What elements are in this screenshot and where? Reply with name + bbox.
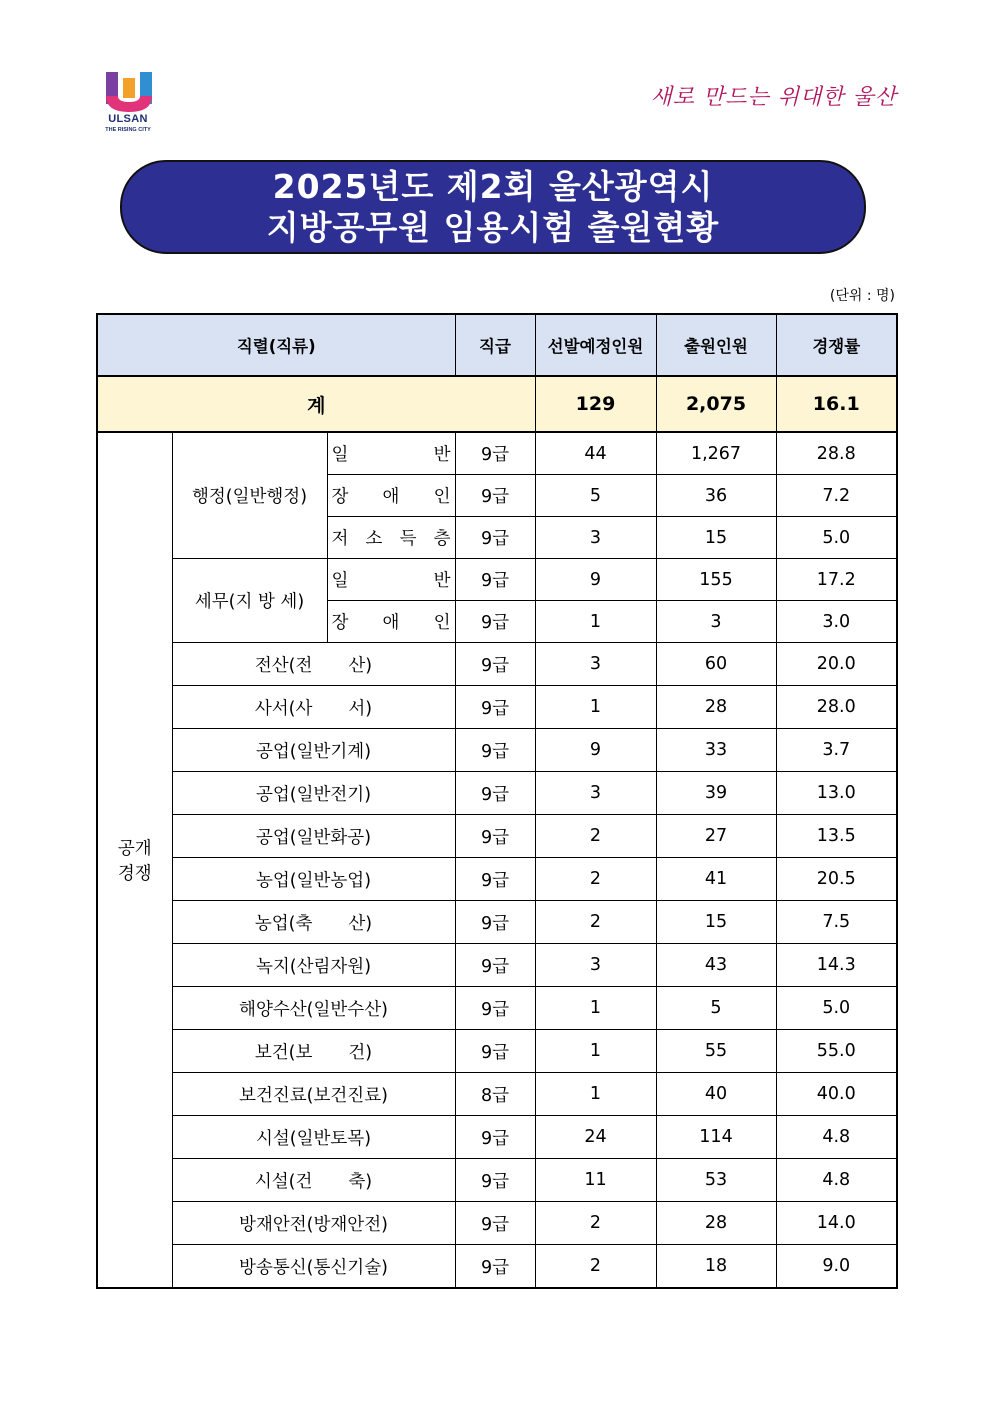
table-row — [97, 944, 897, 987]
category-cell: 방재안전(방재안전) — [172, 1202, 455, 1245]
category-cell: 녹지(산림자원) — [172, 944, 455, 987]
table-row — [97, 815, 897, 858]
logo-text: ULSAN — [108, 113, 148, 125]
table-row — [97, 1202, 897, 1245]
ratio-cell: 28.8 — [776, 432, 897, 475]
header-applicants: 출원인원 — [656, 314, 776, 376]
planned-cell: 9 — [535, 559, 656, 601]
title-line-2: 지방공무원 임용시험 출원현황 — [266, 208, 720, 247]
table-row — [97, 1245, 897, 1289]
applicants-cell: 55 — [656, 1030, 776, 1073]
planned-cell: 2 — [535, 1245, 656, 1289]
applicants-cell: 40 — [656, 1073, 776, 1116]
applicants-cell: 28 — [656, 686, 776, 729]
ratio-cell: 5.0 — [776, 517, 897, 559]
grade-cell: 9급 — [455, 517, 535, 559]
slogan: 새로 만드는 위대한 울산 — [650, 85, 897, 110]
planned-cell: 1 — [535, 686, 656, 729]
planned-cell: 2 — [535, 858, 656, 901]
applicants-cell: 36 — [656, 475, 776, 517]
header-category: 직렬(직류) — [97, 314, 455, 376]
grade-cell: 9급 — [455, 901, 535, 944]
category-cell: 방송통신(통신기술) — [172, 1245, 455, 1289]
total-label: 계 — [97, 376, 535, 432]
applicants-cell: 5 — [656, 987, 776, 1030]
grade-cell: 9급 — [455, 475, 535, 517]
ratio-cell: 9.0 — [776, 1245, 897, 1289]
table-row — [97, 772, 897, 815]
applicants-cell: 60 — [656, 643, 776, 686]
applicants-cell: 3 — [656, 601, 776, 643]
ratio-cell: 5.0 — [776, 987, 897, 1030]
category-cell: 전산(전 산) — [172, 643, 455, 686]
grade-cell: 9급 — [455, 858, 535, 901]
title-banner — [120, 160, 866, 254]
total-planned: 129 — [535, 376, 656, 432]
ratio-cell: 14.3 — [776, 944, 897, 987]
grade-cell: 9급 — [455, 643, 535, 686]
ratio-cell: 3.7 — [776, 729, 897, 772]
table-row — [97, 901, 897, 944]
group-label-1: 공개 — [117, 839, 152, 859]
grade-cell: 9급 — [455, 686, 535, 729]
ratio-cell: 17.2 — [776, 559, 897, 601]
header-grade: 직급 — [455, 314, 535, 376]
category-cell: 해양수산(일반수산) — [172, 987, 455, 1030]
grade-cell: 9급 — [455, 815, 535, 858]
planned-cell: 1 — [535, 1073, 656, 1116]
planned-cell: 3 — [535, 772, 656, 815]
title-line-1: 2025년도 제2회 울산광역시 — [272, 167, 714, 206]
admin-category: 행정(일반행정) — [172, 432, 327, 559]
total-applicants: 2,075 — [656, 376, 776, 432]
applicants-cell: 53 — [656, 1159, 776, 1202]
grade-cell: 8급 — [455, 1073, 535, 1116]
grade-cell: 9급 — [455, 1116, 535, 1159]
category-cell: 공업(일반화공) — [172, 815, 455, 858]
table-row — [97, 729, 897, 772]
table-row — [97, 1073, 897, 1116]
grade-cell: 9급 — [455, 1245, 535, 1289]
grade-cell: 9급 — [455, 772, 535, 815]
applicant-status-table — [96, 313, 898, 1289]
ratio-cell: 40.0 — [776, 1073, 897, 1116]
category-cell: 보건진료(보건진료) — [172, 1073, 455, 1116]
tax-category: 세무(지 방 세) — [172, 559, 327, 643]
group-label-2: 경쟁 — [117, 864, 152, 884]
planned-cell: 2 — [535, 815, 656, 858]
ratio-cell: 7.2 — [776, 475, 897, 517]
applicants-cell: 1,267 — [656, 432, 776, 475]
planned-cell: 3 — [535, 944, 656, 987]
grade-cell: 9급 — [455, 432, 535, 475]
ratio-cell: 28.0 — [776, 686, 897, 729]
unit-note: (단위 : 명) — [829, 288, 895, 304]
applicants-cell: 28 — [656, 1202, 776, 1245]
sub-category: 일 반 — [327, 559, 455, 601]
planned-cell: 2 — [535, 901, 656, 944]
grade-cell: 9급 — [455, 559, 535, 601]
grade-cell: 9급 — [455, 601, 535, 643]
table-row — [97, 559, 897, 601]
table-row — [97, 1030, 897, 1073]
applicants-cell: 114 — [656, 1116, 776, 1159]
planned-cell: 44 — [535, 432, 656, 475]
sub-category: 일 반 — [327, 432, 455, 475]
grade-cell: 9급 — [455, 944, 535, 987]
planned-cell: 24 — [535, 1116, 656, 1159]
table-row — [97, 686, 897, 729]
planned-cell: 1 — [535, 601, 656, 643]
applicants-cell: 43 — [656, 944, 776, 987]
ratio-cell: 20.0 — [776, 643, 897, 686]
category-cell: 보건(보 건) — [172, 1030, 455, 1073]
table-row — [97, 858, 897, 901]
grade-cell: 9급 — [455, 1159, 535, 1202]
header-ratio: 경쟁률 — [776, 314, 897, 376]
grade-cell: 9급 — [455, 987, 535, 1030]
ratio-cell: 20.5 — [776, 858, 897, 901]
ratio-cell: 4.8 — [776, 1116, 897, 1159]
applicants-cell: 155 — [656, 559, 776, 601]
applicants-cell: 15 — [656, 517, 776, 559]
category-cell: 공업(일반전기) — [172, 772, 455, 815]
table-row — [97, 643, 897, 686]
planned-cell: 3 — [535, 517, 656, 559]
ratio-cell: 3.0 — [776, 601, 897, 643]
ratio-cell: 4.8 — [776, 1159, 897, 1202]
table-row — [97, 1159, 897, 1202]
table-row — [97, 432, 897, 475]
planned-cell: 1 — [535, 987, 656, 1030]
sub-category: 장 애 인 — [327, 475, 455, 517]
category-cell: 농업(일반농업) — [172, 858, 455, 901]
ulsan-logo-mark-icon — [96, 70, 162, 114]
category-cell: 농업(축 산) — [172, 901, 455, 944]
ratio-cell: 7.5 — [776, 901, 897, 944]
planned-cell: 3 — [535, 643, 656, 686]
planned-cell: 9 — [535, 729, 656, 772]
sub-category: 저 소 득 층 — [327, 517, 455, 559]
category-cell: 사서(사 서) — [172, 686, 455, 729]
applicants-cell: 18 — [656, 1245, 776, 1289]
applicants-cell: 33 — [656, 729, 776, 772]
grade-cell: 9급 — [455, 729, 535, 772]
logo-subtext: THE RISING CITY — [105, 127, 151, 133]
table-row — [97, 1116, 897, 1159]
planned-cell: 2 — [535, 1202, 656, 1245]
applicants-cell: 41 — [656, 858, 776, 901]
ratio-cell: 14.0 — [776, 1202, 897, 1245]
planned-cell: 11 — [535, 1159, 656, 1202]
grade-cell: 9급 — [455, 1202, 535, 1245]
ratio-cell: 13.5 — [776, 815, 897, 858]
ratio-cell: 13.0 — [776, 772, 897, 815]
table-row — [97, 987, 897, 1030]
table-header-row — [97, 314, 897, 376]
planned-cell: 5 — [535, 475, 656, 517]
ratio-cell: 55.0 — [776, 1030, 897, 1073]
total-ratio: 16.1 — [776, 376, 897, 432]
applicants-cell: 39 — [656, 772, 776, 815]
group-open-competition — [97, 432, 172, 1288]
applicants-cell: 27 — [656, 815, 776, 858]
applicants-cell: 15 — [656, 901, 776, 944]
total-row — [97, 376, 897, 432]
category-cell: 시설(건 축) — [172, 1159, 455, 1202]
category-cell: 시설(일반토목) — [172, 1116, 455, 1159]
grade-cell: 9급 — [455, 1030, 535, 1073]
sub-category: 장 애 인 — [327, 601, 455, 643]
category-cell: 공업(일반기계) — [172, 729, 455, 772]
header-planned: 선발예정인원 — [535, 314, 656, 376]
planned-cell: 1 — [535, 1030, 656, 1073]
